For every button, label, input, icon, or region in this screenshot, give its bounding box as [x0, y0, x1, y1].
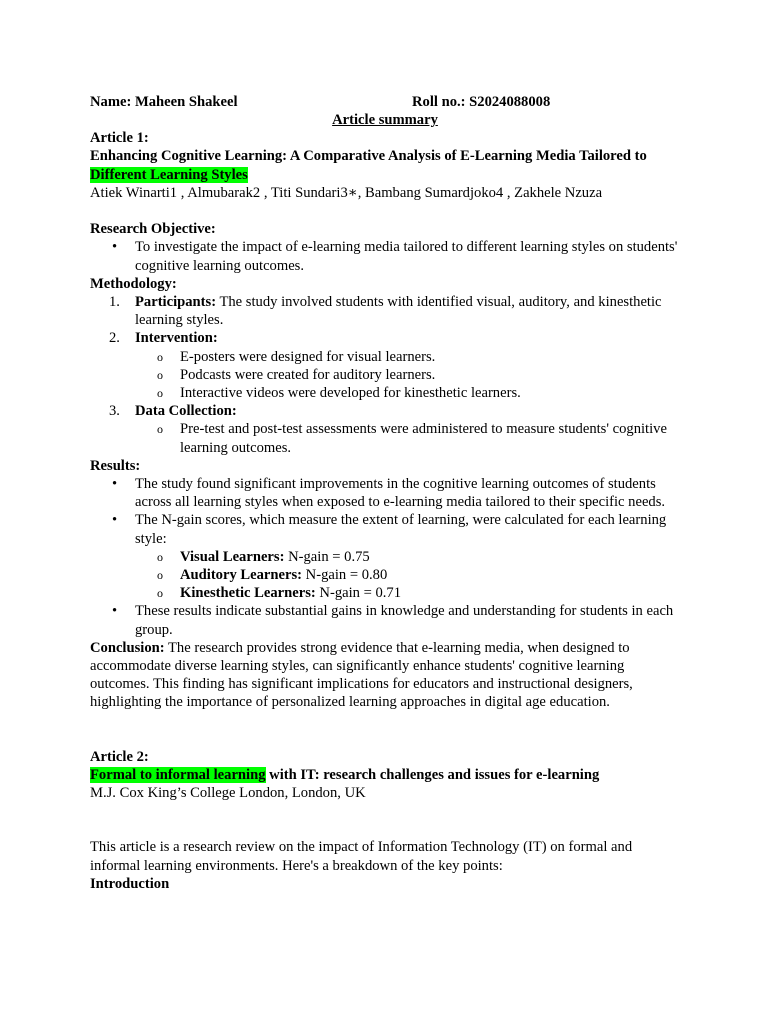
circle-bullet-icon: o	[157, 386, 163, 401]
circle-bullet-icon: o	[157, 349, 163, 364]
article2-label: Article 2:	[90, 748, 149, 765]
roll-number: Roll no.: S2024088008	[412, 94, 551, 110]
list-item	[90, 511, 680, 547]
ngain-label: Visual Learners:	[180, 548, 285, 565]
list-number: 1.	[109, 294, 120, 311]
data-collection-label: Data Collection:	[135, 403, 237, 420]
intervention-item: E-posters were designed for visual learners.	[180, 348, 436, 365]
objective-heading: Research Objective:	[90, 221, 216, 238]
methodology-heading: Methodology:	[90, 275, 177, 292]
results-text: The N-gain scores, which measure the extent of learning, were calculated for each learning style:	[135, 512, 667, 547]
ngain-label: Kinesthetic Learners:	[180, 585, 316, 602]
circle-bullet-icon: o	[157, 422, 163, 437]
bullet-icon: •	[112, 239, 118, 256]
article1-title-highlight: Different Learning Styles	[90, 166, 248, 183]
article2-title-highlight: Formal to informal learning	[90, 766, 266, 783]
list-item	[90, 584, 680, 602]
results-text: These results indicate substantial gains in knowledge and understanding for students in each group.	[135, 603, 674, 638]
intervention-item: Podcasts were created for auditory learners.	[180, 366, 436, 383]
article2-title	[90, 766, 680, 784]
article1-label: Article 1:	[90, 130, 149, 147]
article1-title-text: Enhancing Cognitive Learning: A Comparative Analysis of E-Learning Media Tailored to	[90, 148, 647, 165]
bullet-icon: •	[112, 512, 118, 529]
bullet-icon: •	[112, 603, 118, 620]
participants-label: Participants:	[135, 294, 217, 311]
list-item	[90, 366, 680, 384]
header-row	[90, 93, 680, 111]
list-item	[90, 566, 680, 584]
document-title: Article summary	[332, 112, 438, 128]
list-item	[90, 238, 680, 274]
ngain-value: N-gain = 0.75	[284, 548, 370, 565]
ngain-value: N-gain = 0.80	[302, 567, 388, 584]
list-number: 3.	[109, 403, 120, 420]
ngain-label: Auditory Learners:	[180, 567, 303, 584]
document-page	[90, 93, 680, 893]
article2-title-text: with IT: research challenges and issues for e-learning	[265, 766, 600, 783]
conclusion-text: The research provides strong evidence that e-learning media, when designed to accommodate diverse learning styles, can significantly enhance students' cognitive learning outcomes. This finding has significant implications for educators and instructional designers, highlighting the importance of personalized learning approaches in digital age education.	[90, 639, 633, 711]
list-item	[90, 475, 680, 511]
list-number: 2.	[109, 330, 120, 347]
article2-intro-paragraph: This article is a research review on the impact of Information Technology (IT) on formal and informal learning environments. Here's a breakdown of the key points:	[90, 839, 633, 874]
list-item	[90, 348, 680, 366]
circle-bullet-icon: o	[157, 586, 163, 601]
student-name: Name: Maheen Shakeel	[90, 94, 238, 110]
participants-text: The study involved students with identified visual, auditory, and kinesthetic learning styles.	[135, 294, 662, 329]
conclusion-label: Conclusion:	[90, 639, 165, 656]
data-collection-item: Pre-test and post-test assessments were administered to measure students' cognitive learning outcomes.	[180, 421, 667, 456]
article2-authors: M.J. Cox King’s College London, London, UK	[90, 785, 366, 802]
objective-text: To investigate the impact of e-learning media tailored to different learning styles on students' cognitive learning outcomes.	[135, 239, 678, 274]
introduction-heading: Introduction	[90, 875, 170, 892]
article1-authors: Atiek Winarti1 , Almubarak2 , Titi Sundari3∗, Bambang Sumardjoko4 , Zakhele Nzuza	[90, 184, 603, 201]
list-item	[90, 293, 680, 329]
list-item	[90, 548, 680, 566]
circle-bullet-icon: o	[157, 568, 163, 583]
circle-bullet-icon: o	[157, 549, 163, 564]
results-text: The study found significant improvements in the cognitive learning outcomes of students across all learning styles when exposed to e-learning media tailored to their specific needs.	[135, 476, 666, 511]
conclusion-paragraph	[90, 639, 680, 712]
intervention-item: Interactive videos were developed for kinesthetic learners.	[180, 385, 521, 402]
bullet-icon: •	[112, 476, 118, 493]
list-item	[90, 420, 680, 456]
results-heading: Results:	[90, 457, 141, 474]
list-item	[90, 602, 680, 638]
list-item	[90, 402, 680, 420]
list-item	[90, 384, 680, 402]
ngain-value: N-gain = 0.71	[315, 585, 402, 602]
article1-title	[90, 147, 680, 183]
circle-bullet-icon: o	[157, 367, 163, 382]
intervention-label: Intervention:	[135, 330, 218, 347]
list-item	[90, 329, 680, 347]
